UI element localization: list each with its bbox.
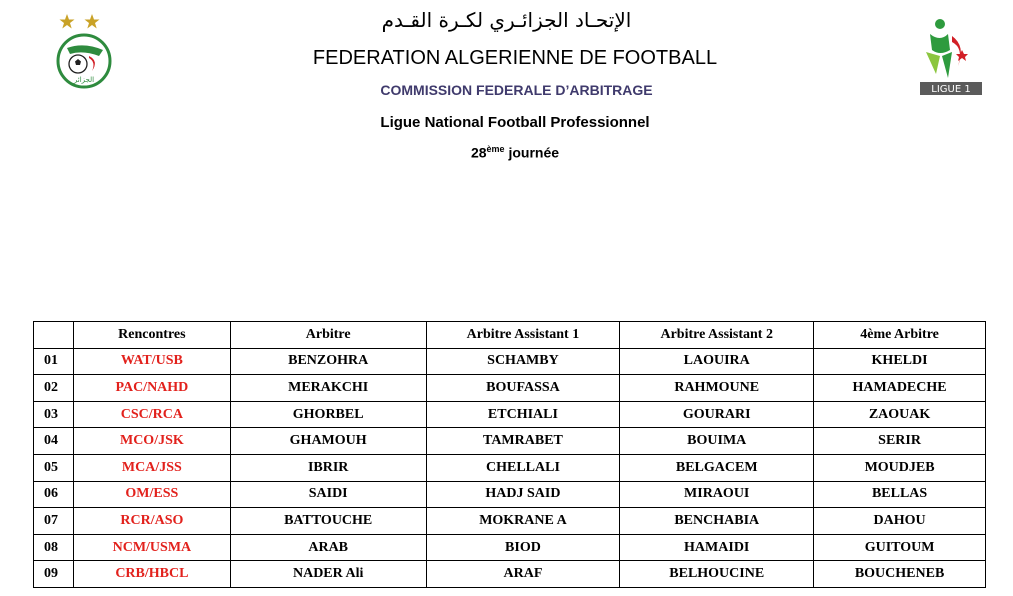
match-cell: CRB/HBCL [73,561,230,588]
assistant1-cell: MOKRANE A [426,508,620,535]
row-number: 06 [34,481,74,508]
row-number: 03 [34,401,74,428]
svg-text:LIGUE 1: LIGUE 1 [931,84,971,95]
header-assistant-1: Arbitre Assistant 1 [426,322,620,349]
assistant2-cell: BENCHABIA [620,508,814,535]
assistant2-cell: HAMAIDI [620,534,814,561]
table-row [34,375,986,402]
referee-cell: BATTOUCHE [230,508,426,535]
fourth-official-cell: ZAOUAK [814,401,986,428]
fourth-official-cell: MOUDJEB [814,454,986,481]
table-row [34,508,986,535]
referee-cell: NADER Ali [230,561,426,588]
referee-cell: SAIDI [230,481,426,508]
fourth-official-cell: GUITOUM [814,534,986,561]
assistant2-cell: MIRAOUI [620,481,814,508]
fourth-official-cell: BELLAS [814,481,986,508]
referee-cell: ARAB [230,534,426,561]
header-referee: Arbitre [230,322,426,349]
referee-cell: IBRIR [230,454,426,481]
match-cell: MCO/JSK [73,428,230,455]
row-number: 01 [34,348,74,375]
league-title: Ligue National Football Professionnel [380,114,650,131]
fourth-official-cell: SERIR [814,428,986,455]
assistant2-cell: BELGACEM [620,454,814,481]
row-number: 04 [34,428,74,455]
assistant1-cell: ARAF [426,561,620,588]
header-fourth-official: 4ème Arbitre [814,322,986,349]
table-header-row [34,322,986,349]
row-number: 07 [34,508,74,535]
assistant2-cell: BELHOUCINE [620,561,814,588]
assistant2-cell: RAHMOUNE [620,375,814,402]
row-number: 02 [34,375,74,402]
table-row [34,534,986,561]
assistant2-cell: LAOUIRA [620,348,814,375]
match-cell: OM/ESS [73,481,230,508]
assistant1-cell: HADJ SAID [426,481,620,508]
table-row [34,348,986,375]
referee-table [33,321,986,588]
round-suffix: ème [486,144,505,154]
referee-cell: GHORBEL [230,401,426,428]
fourth-official-cell: DAHOU [814,508,986,535]
match-cell: CSC/RCA [73,401,230,428]
arabic-federation-title: الإتحـاد الجزائـري لكـرة القـدم [381,8,632,32]
assistant1-cell: CHELLALI [426,454,620,481]
row-number: 08 [34,534,74,561]
table-row [34,428,986,455]
table-row [34,561,986,588]
table-row [34,401,986,428]
round-title [0,144,1013,161]
referee-cell: MERAKCHI [230,375,426,402]
match-cell: PAC/NAHD [73,375,230,402]
row-number: 09 [34,561,74,588]
header-assistant-2: Arbitre Assistant 2 [620,322,814,349]
referee-cell: GHAMOUH [230,428,426,455]
assistant2-cell: GOURARI [620,401,814,428]
match-cell: MCA/JSS [73,454,230,481]
table-row [34,454,986,481]
assistant1-cell: ETCHIALI [426,401,620,428]
commission-title: COMMISSION FEDERALE D’ARBITRAGE [380,82,653,98]
assistant2-cell: BOUIMA [620,428,814,455]
match-cell: NCM/USMA [73,534,230,561]
federation-title: FEDERATION ALGERIENNE DE FOOTBALL [312,47,718,69]
fourth-official-cell: KHELDI [814,348,986,375]
svg-text:الجزائر: الجزائر [73,76,95,84]
round-number: 28 [470,144,487,161]
assistant1-cell: SCHAMBY [426,348,620,375]
assistant1-cell: BIOD [426,534,620,561]
header-match: Rencontres [73,322,230,349]
match-cell: RCR/ASO [73,508,230,535]
header-number [34,322,74,349]
table-row [34,481,986,508]
fourth-official-cell: BOUCHENEB [814,561,986,588]
assistant1-cell: BOUFASSA [426,375,620,402]
assistant1-cell: TAMRABET [426,428,620,455]
row-number: 05 [34,454,74,481]
match-cell: WAT/USB [73,348,230,375]
round-word: journée [504,144,560,161]
referee-cell: BENZOHRA [230,348,426,375]
fourth-official-cell: HAMADECHE [814,375,986,402]
